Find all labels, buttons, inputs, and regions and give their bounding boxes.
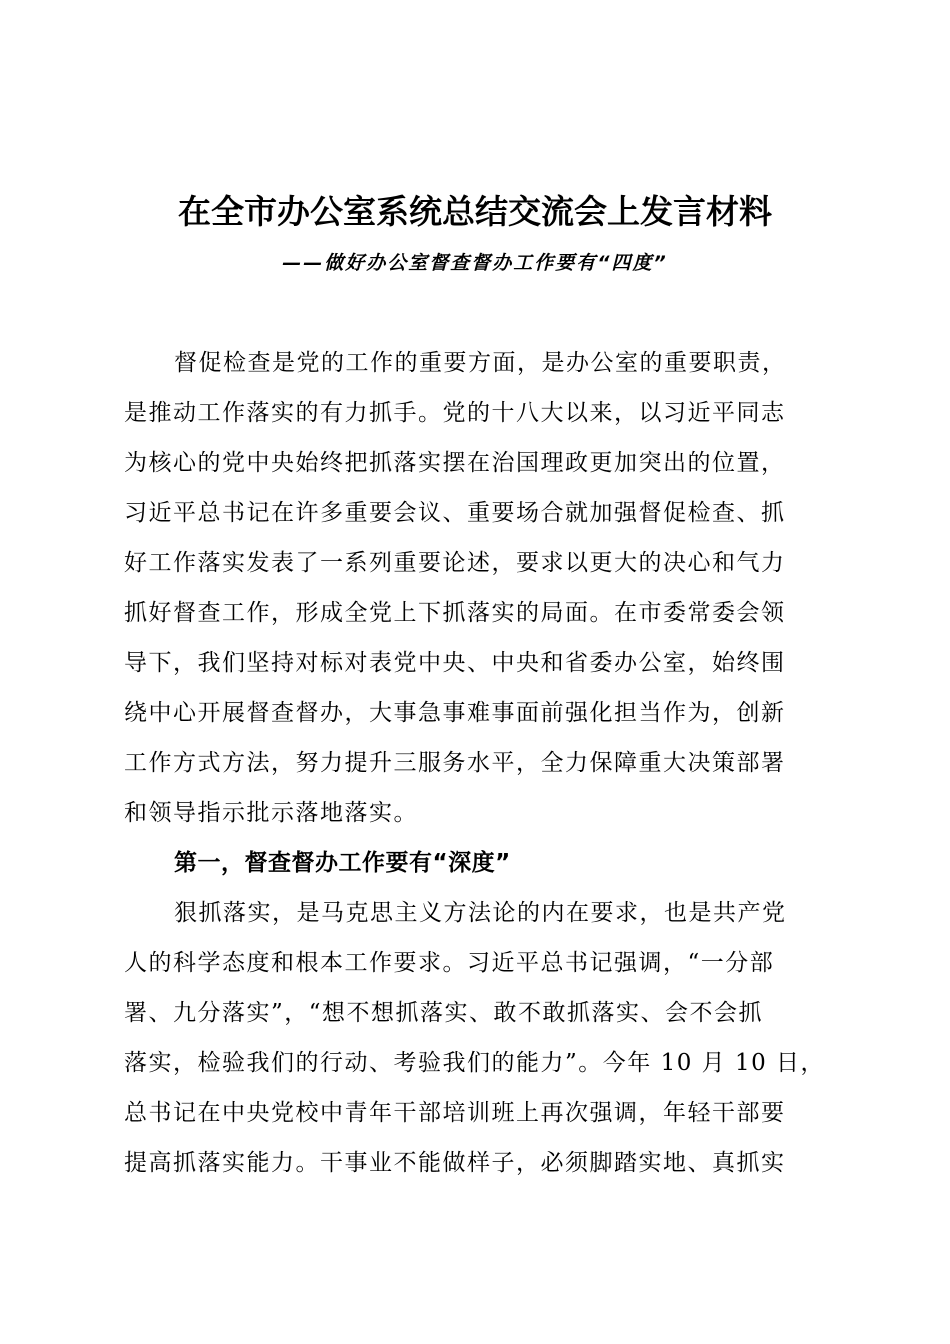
paragraph-line: 抓好督查工作，形成全党上下抓落实的局面。在市委常委会领 — [124, 600, 786, 626]
section-heading: 第一，督查督办工作要有“深度” — [174, 850, 511, 876]
paragraph-line: 提高抓落实能力。干事业不能做样子，必须脚踏实地、真抓实 — [124, 1150, 786, 1176]
paragraph-line: 总书记在中央党校中青年干部培训班上再次强调，年轻干部要 — [124, 1100, 786, 1126]
paragraph-line: 狠抓落实，是马克思主义方法论的内在要求，也是共产党 — [174, 900, 787, 926]
paragraph-line: 督促检查是党的工作的重要方面，是办公室的重要职责， — [174, 350, 787, 376]
paragraph-2 — [124, 888, 834, 1188]
paragraph-line: 落实，检验我们的行动、考验我们的能力”。今年 10 月 10 日， — [124, 1050, 826, 1076]
paragraph-line: 和领导指示批示落地落实。 — [124, 800, 418, 826]
paragraph-line: 工作方式方法，努力提升三服务水平，全力保障重大决策部署 — [124, 750, 786, 776]
paragraph-line: 为核心的党中央始终把抓落实摆在治国理政更加突出的位置， — [124, 450, 786, 476]
document-subtitle: ——做好办公室督查督办工作要有“四度” — [282, 252, 668, 274]
paragraph-line: 人的科学态度和根本工作要求。习近平总书记强调，“一分部 — [124, 950, 775, 976]
paragraph-line: 绕中心开展督查督办，大事急事难事面前强化担当作为，创新 — [124, 700, 786, 726]
paragraph-line: 署、九分落实”，“想不想抓落实、敢不敢抓落实、会不会抓 — [124, 1000, 764, 1026]
paragraph-1 — [124, 338, 834, 838]
paragraph-line: 习近平总书记在许多重要会议、重要场合就加强督促检查、抓 — [124, 500, 786, 526]
paragraph-line: 是推动工作落实的有力抓手。党的十八大以来，以习近平同志 — [124, 400, 786, 426]
document-body — [124, 338, 834, 1188]
paragraph-line: 导下，我们坚持对标对表党中央、中央和省委办公室，始终围 — [124, 650, 786, 676]
document-title: 在全市办公室系统总结交流会上发言材料 — [178, 192, 772, 231]
paragraph-line: 好工作落实发表了一系列重要论述，要求以更大的决心和气力 — [124, 550, 786, 576]
